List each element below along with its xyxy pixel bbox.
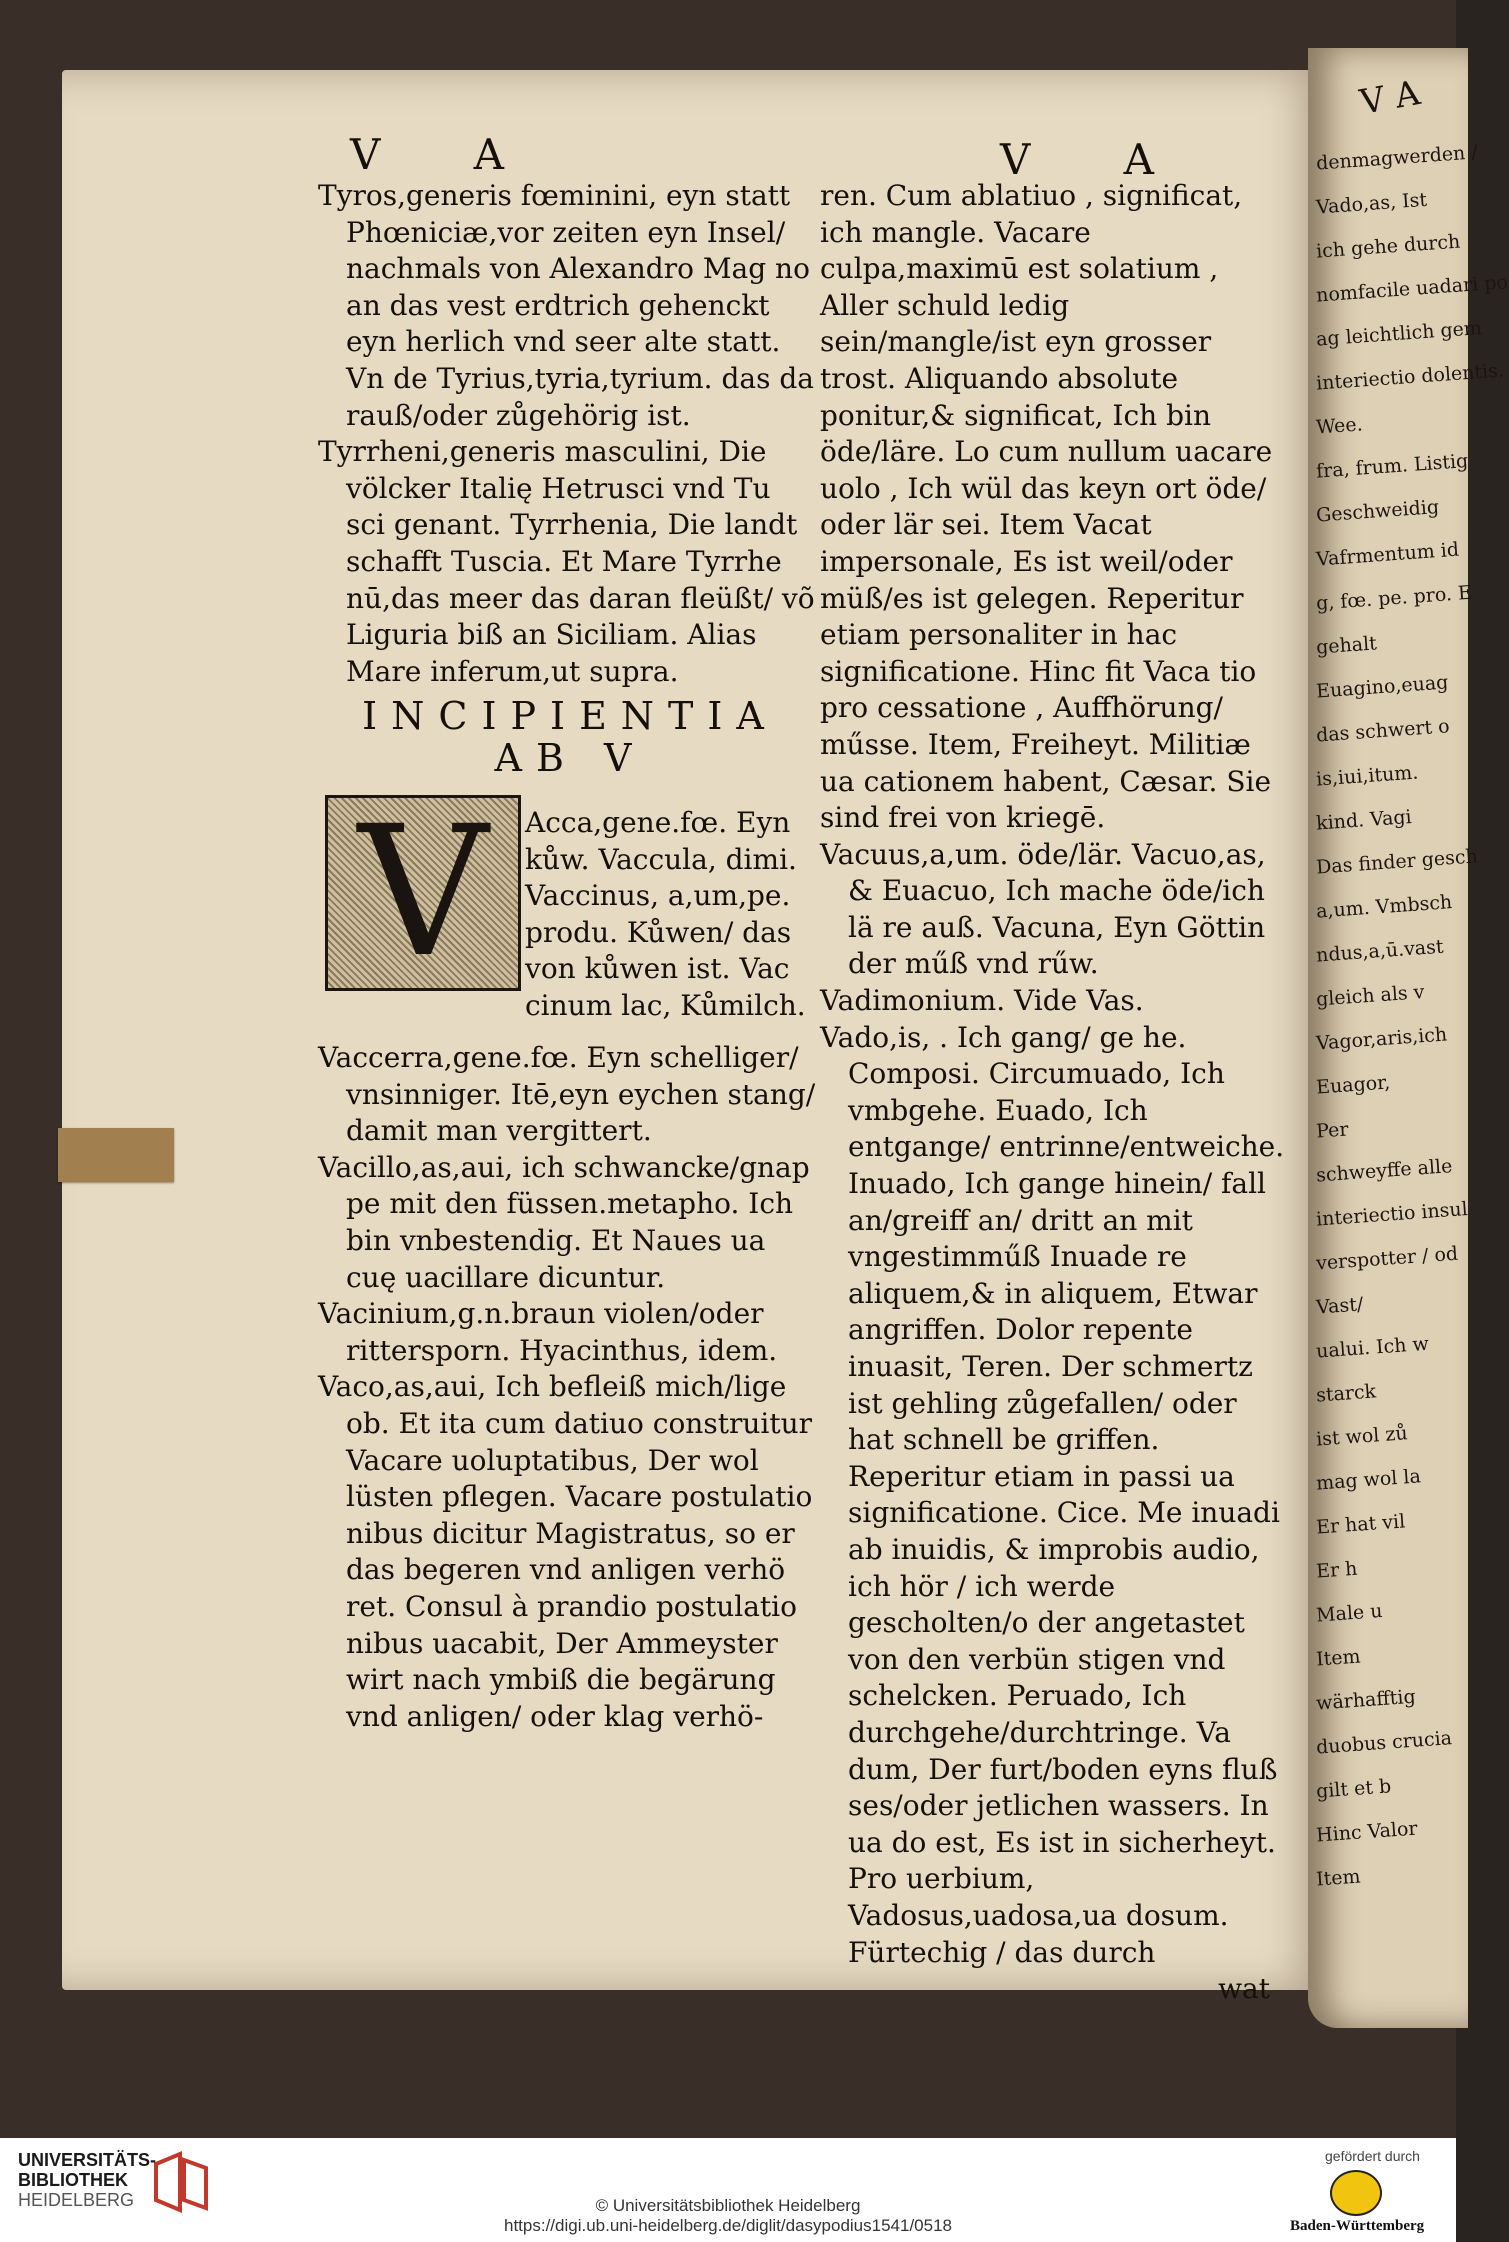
right-column (820, 178, 1290, 2008)
facing-page-fragment: Item (1315, 1645, 1362, 1671)
facing-page-fragment: wärhafftig (1315, 1685, 1417, 1715)
facing-page-fragment: a,um. Vmbsch (1315, 891, 1453, 923)
facing-page-header: V A (1356, 73, 1423, 123)
facing-page-fragment: ndus,a,ū.vast (1315, 935, 1445, 967)
running-head-left: V A (350, 130, 545, 179)
facing-page-fragment: Vafrmentum id (1315, 538, 1460, 571)
facing-page-fragment: g, fœ. pe. pro. E (1315, 581, 1473, 615)
paper-tab (58, 1128, 174, 1182)
initial-letter: V (358, 788, 488, 997)
permalink-url[interactable]: https://digi.ub.uni-heidelberg.de/diglit/dasypodius1541/0518 (504, 2216, 952, 2235)
facing-page-fragment: duobus crucia (1315, 1727, 1453, 1759)
facing-page-fragment: gleich als v (1315, 981, 1426, 1011)
catchword: wat (1218, 1972, 1270, 2006)
library-name-line2: BIBLIOTHEK (18, 2170, 128, 2190)
funded-by-label: gefördert durch (1325, 2148, 1420, 2164)
facing-page-fragment: kind. Vagi (1315, 805, 1413, 835)
facing-page-fragment: gehalt (1315, 632, 1378, 659)
facing-page-fragment: Hinc Valor (1315, 1817, 1419, 1847)
entry-text: ren. Cum ablatiuo , significat, ich mangle. Vacare culpa,maximū est solatium , Aller schuld ledig sein/mangle/ist eyn grosser trost. Aliquando absolute ponitur,& significat, Ich bin öde/läre. Lo cum nullum uacare uolo , Ich wül das keyn ort öde/ oder lär sei. Item Vacat impersonale, Es ist weil/oder müß/es ist gelegen. Reperitur etiam personaliter in hac significatione. Hinc fit Vaca tio pro cessatione , Auffhörung/ műsse. Item, Freiheyt. Militiæ ua cationem habent, Cæsar. Sie sind frei von kriegē. (820, 179, 1273, 835)
facing-page-fragment: ualui. Ich w (1315, 1332, 1430, 1363)
facing-page-fragment: Er hat vil (1315, 1510, 1406, 1539)
entry-text: Vacinium,g.n.braun violen/oder rittersporn. Hyacinthus, idem. (318, 1297, 778, 1367)
footer (0, 2138, 1456, 2242)
facing-page-fragment: schweyffe alle (1315, 1155, 1454, 1187)
entry-text: Acca,gene.fœ. Eyn kůw. Vaccula, dimi. Vaccinus, a,um,pe. produ. Kůwen/ das von kůwen ist. Vac cinum lac, Kůmilch. (525, 806, 806, 1022)
entry-text: Vacuus,a,um. öde/lär. Vacuo,as, & Euacuo, Ich mache öde/ich lä re auß. Vacuna, Eyn Göttin der műß vnd rűw. (820, 837, 1266, 981)
entry-text: Tyrrheni,generis masculini, Die völcker Italię Hetrusci vnd Tu sci genant. Tyrrhenia, Die landt schafft Tuscia. Et Mare Tyrrhe nū,das meer das daran fleüßt/ võ Liguria biß an Siciliam. Alias Mare inferum,ut supra. (318, 435, 815, 688)
running-head-right: V A (1000, 135, 1195, 184)
entry-text: Vacillo,as,aui, ich schwancke/gnap pe mit den füssen.metapho. Ich bin vnbestendig. Et Naues ua cuę uacillare dicuntur. (318, 1150, 810, 1294)
facing-page-fragment: Geschweidig (1315, 496, 1440, 527)
state-crest-icon (1330, 2170, 1382, 2216)
entry-text: Vadimonium. Vide Vas. (820, 984, 1144, 1018)
facing-page-fragment: mag wol la (1315, 1465, 1422, 1495)
facing-page-fragment: is,iui,itum. (1315, 761, 1420, 791)
footer-credits (0, 2196, 1456, 2236)
facing-page-fragment: Male u (1315, 1599, 1384, 1627)
facing-page-fragment: nomfacile uadari po (1315, 271, 1509, 307)
facing-page-fragment: Vast/ (1315, 1293, 1364, 1319)
facing-page-fragment: Er h (1315, 1557, 1359, 1583)
facing-page-fragment: interiectio insul (1315, 1198, 1469, 1231)
facing-page (1308, 48, 1509, 2028)
entry-text: Vaco,as,aui, Ich befleiß mich/lige ob. Et ita cum datiuo construitur Vacare uoluptatibus, Der wol lüsten pflegen. Vacare postulatio nibus dicitur Magistratus, so er das begeren vnd anligen verhö ret. Consul à prandio postulatio nibus uacabit, Der Ammeyster wirt nach ymbiß die begärung vnd anligen/ oder klag verhö- (318, 1370, 813, 1733)
section-heading-line1: INCIPIENTIA (362, 694, 778, 738)
facing-page-fragment: Item (1315, 1865, 1362, 1891)
section-heading-line2: AB V (494, 736, 646, 780)
facing-page-fragment: das schwert o (1315, 715, 1451, 747)
entry-text: Vado,is, . Ich gang/ ge he. Composi. Circumuado, Ich vmbgehe. Euado, Ich entgange/ entrinne/entweiche. Inuado, Ich gange hinein/ fall an/greiff an/ dritt an mit vngestimműß Inuade re aliquem,& in aliquem, Etwar angriffen. Dolor repente inuasit, Teren. Der schmertz ist gehling zůgefallen/ oder hat schnell be griffen. Reperitur etiam in passi ua significatione. Cice. Me inuadi ab inuidis, & improbis audio, ich hör / ich werde gescholten/o der angetastet von den verbün stigen vnd schelcken. Peruado, Ich durchgehe/durchtringe. Va dum, Der furt/boden eyns fluß ses/oder jetlichen wassers. In ua do est, Es ist in sicherheyt. Pro uerbium, Vadosus,uadosa,ua dosum. Fürtechig / das durch (820, 1020, 1285, 1969)
facing-page-fragment: ist wol zů (1315, 1422, 1409, 1451)
left-column-initial-entry (525, 805, 825, 1025)
facing-page-fragment: Vado,as, Ist (1315, 188, 1428, 219)
facing-page-fragment: verspotter / od (1315, 1242, 1459, 1275)
facing-page-fragment: denmagwerden / (1315, 141, 1479, 175)
library-name-line1: UNIVERSITÄTS- (18, 2150, 157, 2170)
library-name-line3: HEIDELBERG (18, 2190, 135, 2210)
left-column-upper (318, 178, 818, 690)
decorated-initial (325, 788, 521, 997)
funder-name: Baden-Württemberg (1290, 2218, 1425, 2234)
entry-text: Tyros,generis fœminini, eyn statt Phœniciæ,vor zeiten eyn Insel/ nachmals von Alexandro Mag no an das vest erdtrich gehenckt eyn herlich vnd seer alte statt. Vn de Tyrius,tyria,tyrium. das da rauß/oder zůgehörig ist. (318, 179, 814, 432)
facing-page-fragment: gilt et b (1315, 1775, 1392, 1803)
left-column-lower (318, 1040, 818, 1735)
facing-page-fragment: starck (1315, 1380, 1377, 1407)
section-heading (320, 695, 820, 779)
facing-page-fragment: Wee. (1315, 413, 1364, 439)
copyright-text: © Universitätsbibliothek Heidelberg (595, 2196, 861, 2215)
facing-page-fragment: fra, frum. Listig (1315, 449, 1469, 483)
facing-page-fragment: Euagor, (1315, 1071, 1391, 1099)
entry-text: Vaccerra,gene.fœ. Eyn schelliger/ vnsinniger. Itē,eyn eychen stang/ damit man vergittert. (318, 1041, 816, 1148)
facing-page-fragment: ag leichtlich gem (1315, 317, 1483, 351)
facing-page-fragment: Das finder gesch (1315, 845, 1479, 879)
facing-page-fragment: Per (1315, 1118, 1350, 1143)
facing-page-fragment: Vagor,aris,ich (1315, 1023, 1448, 1055)
facing-page-fragment: interiectio dolentis. (1315, 359, 1505, 395)
facing-page-fragment: Euagino,euag (1315, 671, 1450, 703)
facing-page-fragment: ich gehe durch (1315, 230, 1461, 263)
